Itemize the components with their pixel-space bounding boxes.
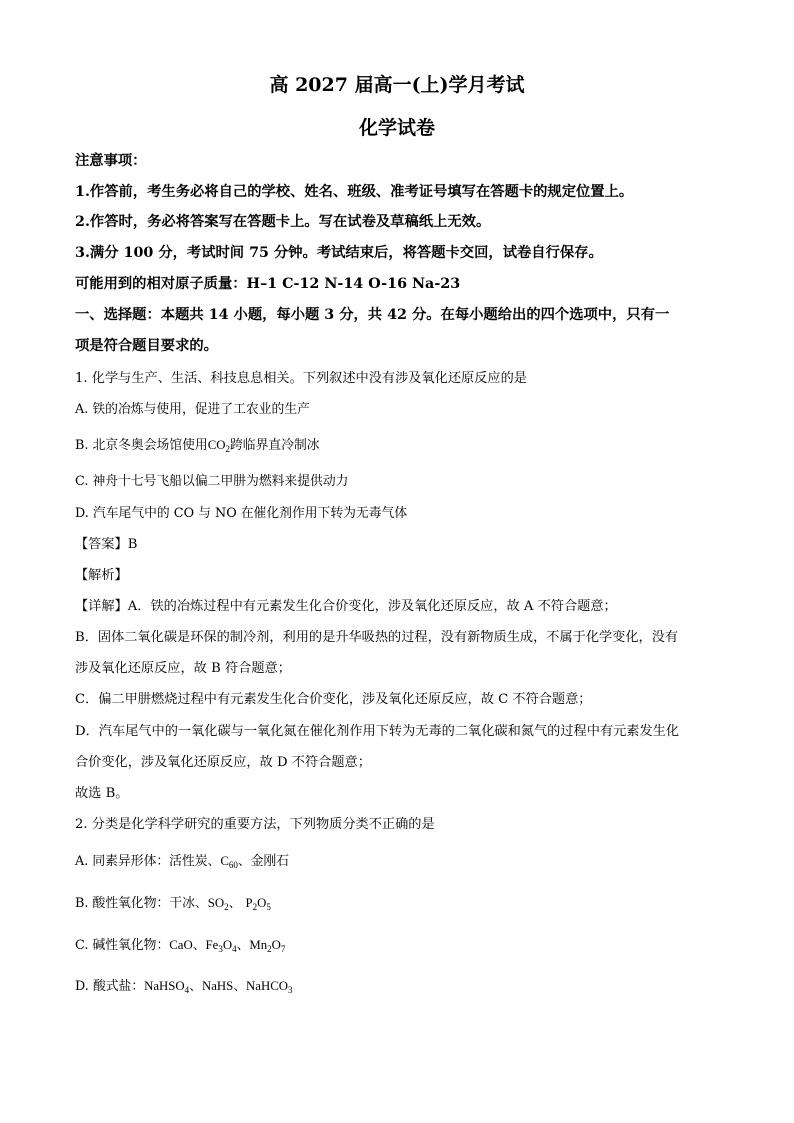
notice-item: 3.满分 100 分，考试时间 75 分钟。考试结束后，将答题卡交回，试卷自行保存。 (75, 245, 603, 261)
separator: 、 (192, 938, 206, 953)
section-heading-cont: 项是符合题目要求的。 (75, 338, 218, 354)
formula-subscript: 2 (224, 902, 229, 912)
q1-analysis-label: 【解析】 (75, 568, 128, 583)
so2-formula (208, 896, 229, 910)
formula-subscript: 2 (267, 944, 272, 954)
formula-subscript: 2 (252, 902, 258, 912)
q1-conclusion: 故选 B。 (75, 786, 129, 801)
formula-part: O (222, 938, 233, 952)
separator: 、NaHS、 (189, 979, 247, 993)
formula-part: O (257, 896, 267, 910)
cao-formula: CaO (169, 938, 193, 952)
formula-subscript: 7 (280, 944, 286, 954)
formula-part: NaHSO (144, 979, 185, 993)
q2-option-b (75, 894, 271, 913)
section-heading: 一、选择题：本题共 14 小题，每小题 3 分，共 42 分。在每小题给出的四个选项中，只有一 (75, 307, 670, 323)
q1-option-b (75, 436, 320, 455)
q2-option-d-pre: D. 酸式盐： (75, 979, 145, 994)
atomic-mass-line: 可能用到的相对原子质量：H–1 C-12 N-14 O-16 Na-23 (75, 276, 461, 292)
formula-subscript: 2 (225, 444, 230, 454)
formula-subscript: 3 (218, 944, 223, 954)
q1-detail-line: B．固体二氧化碳是环保的制冷剂，利用的是升华吸热的过程，没有新物质生成，不属于化学变化，没有 (75, 630, 679, 645)
q1-detail-line: C．偏二甲肼燃烧过程中有元素发生化合价变化，涉及氧化还原反应，故 C 不符合题意； (75, 692, 592, 707)
formula-part: NaHCO (246, 979, 288, 993)
q2-option-c (75, 936, 285, 955)
formula-subscript: 4 (184, 985, 190, 995)
q1-detail-line: 【详解】A．铁的冶炼过程中有元素发生化合价变化，涉及氧化还原反应，故 A 不符合题意； (75, 599, 617, 614)
q1-option-b-post: 跨临界直冷制冰 (230, 438, 320, 453)
q2-option-b-pre: B. 酸性氧化物：干冰、 (75, 896, 208, 911)
q2-stem: 2. 分类是化学科学研究的重要方法，下列物质分类不正确的是 (75, 817, 435, 832)
notice-heading: 注意事项： (75, 153, 147, 169)
mn2o7-formula (249, 938, 285, 952)
formula-subscript: 5 (266, 902, 271, 912)
q1-answer: 【答案】B (75, 537, 138, 552)
q1-detail-line: 涉及氧化还原反应，故 B 符合题意； (75, 661, 291, 676)
formula-part: SO (207, 896, 225, 910)
nahco3-formula (246, 979, 292, 993)
q1-option-c: C. 神舟十七号飞船以偏二甲肼为燃料来提供动力 (75, 474, 349, 489)
formula-subscript: 60 (228, 860, 238, 870)
separator: 、 (236, 938, 250, 953)
q2-option-a-pre: A. 同素异形体：活性炭、 (75, 854, 221, 869)
q1-option-a: A. 铁的冶炼与使用，促进了工农业的生产 (75, 402, 310, 417)
formula-part: O (271, 938, 281, 952)
notice-item: 2.作答时，务必将答案写在答题卡上。写在试卷及草稿纸上无效。 (75, 214, 491, 230)
exam-subtitle: 化学试卷 (358, 117, 435, 139)
p2o5-formula (245, 896, 270, 910)
formula-part: P (245, 896, 253, 910)
formula-part: CO (207, 438, 226, 452)
c60-formula (220, 854, 238, 868)
formula-subscript: 3 (288, 985, 293, 995)
q2-option-a-post: 、金刚石 (237, 854, 290, 869)
q1-option-b-pre: B. 北京冬奥会场馆使用 (75, 438, 208, 453)
formula-part: Mn (249, 938, 268, 952)
q2-option-c-pre: C. 碱性氧化物： (75, 938, 170, 953)
separator: 、 (228, 896, 246, 911)
formula-part: C (220, 854, 229, 868)
co2-formula (208, 438, 230, 452)
nahso4-formula (144, 979, 189, 993)
notice-item: 1.作答前，考生务必将自己的学校、姓名、班级、准考证号填写在答题卡的规定位置上。 (75, 184, 634, 200)
fe3o4-formula (206, 938, 237, 952)
q2-option-d (75, 977, 293, 996)
formula-part: Fe (205, 938, 219, 952)
formula-subscript: 4 (232, 944, 237, 954)
q1-stem: 1. 化学与生产、生活、科技息息相关。下列叙述中没有涉及氧化还原反应的是 (75, 371, 527, 386)
exam-title: 高 2027 届高一(上)学月考试 (269, 74, 525, 96)
q1-detail-line: D．汽车尾气中的一氧化碳与一氧化氮在催化剂作用下转为无毒的二氧化碳和氮气的过程中有元素发生化 (75, 724, 680, 739)
q1-detail-line: 合价变化，涉及氧化还原反应，故 D 不符合题意； (75, 755, 371, 770)
q1-option-d: D. 汽车尾气中的 CO 与 NO 在催化剂作用下转为无毒气体 (75, 506, 408, 521)
q2-option-a (75, 852, 289, 871)
